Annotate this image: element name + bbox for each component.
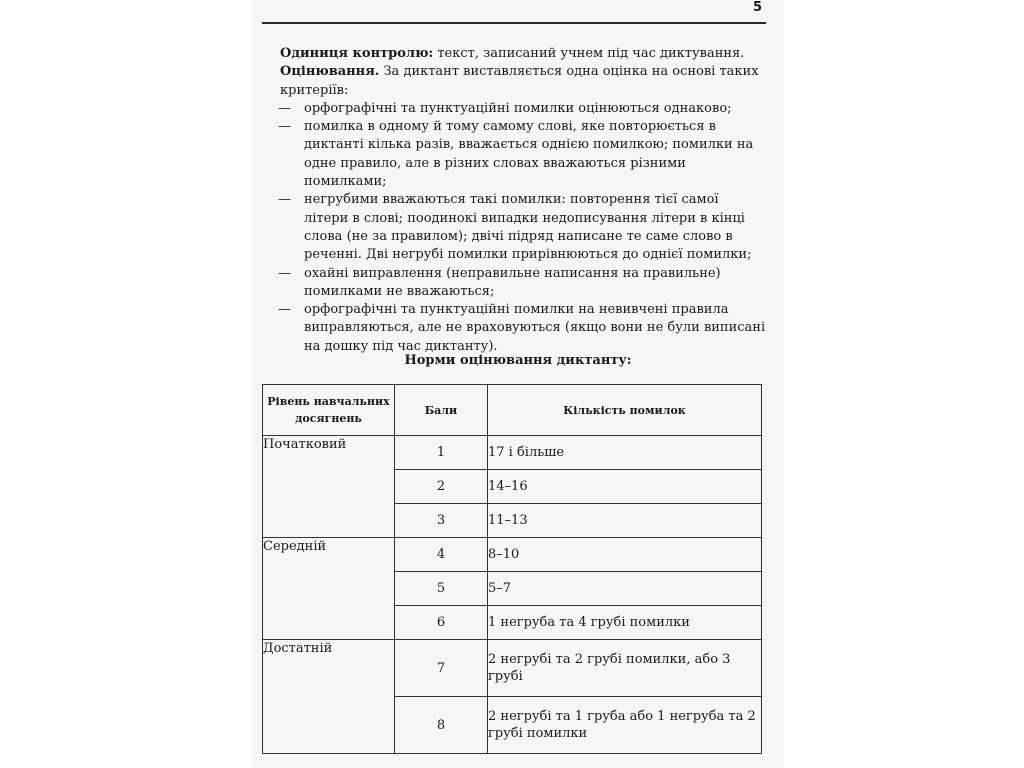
list-item	[280, 118, 766, 191]
score-cell: 3	[395, 504, 488, 538]
criterion-text: орфографічні та пунктуаційні помилки оцінюються однаково;	[304, 100, 732, 116]
errors-cell: 11–13	[488, 504, 762, 538]
dash-bullet: —	[278, 192, 291, 208]
score-cell: 8	[395, 697, 488, 754]
level-cell-middle: Середній	[263, 538, 395, 640]
header-errors: Кількість помилок	[488, 385, 762, 436]
page-number: 5	[752, 0, 762, 15]
list-item	[280, 301, 766, 356]
errors-cell: 2 негрубі та 1 груба або 1 негруба та 2 грубі помилки	[488, 697, 762, 754]
grading-text: За диктант виставляється одна оцінка на основі таких критеріїв:	[280, 64, 759, 98]
criterion-text: негрубими вважаються такі помилки: повторення тієї самої літери в слові; поодинокі випадки недописування літери в кінці слова (не за правилом); двічі підряд написане те саме слово в реченні. Дві негрубі помилки прирівнюються до однієї помилки;	[304, 192, 752, 263]
list-item	[280, 265, 766, 302]
score-cell: 4	[395, 538, 488, 572]
dash-bullet: —	[278, 119, 291, 135]
grading-label: Оцінювання.	[280, 64, 380, 80]
errors-cell: 2 негрубі та 2 грубі помилки, або 3 грубі	[488, 640, 762, 697]
score-cell: 6	[395, 606, 488, 640]
criterion-text: орфографічні та пунктуаційні помилки на невивчені правила виправляються, але не враховуються (якщо вони не були виписані на дошку під час диктанту).	[304, 302, 766, 354]
criterion-text: охайні виправлення (неправильне написання на правильне) помилками не вважаються;	[304, 265, 721, 299]
table-header-row	[263, 385, 762, 436]
errors-cell: 17 і більше	[488, 436, 762, 470]
header-level: Рівень навчальних досягнень	[263, 385, 395, 436]
grading-norms-table	[262, 384, 762, 754]
dash-bullet: —	[278, 265, 291, 281]
control-unit-paragraph	[280, 45, 766, 63]
table-row	[263, 640, 762, 697]
dash-bullet: —	[278, 100, 291, 116]
errors-cell: 1 негруба та 4 грубі помилки	[488, 606, 762, 640]
header-rule	[262, 22, 766, 24]
score-cell: 5	[395, 572, 488, 606]
table-title: Норми оцінювання диктанту:	[404, 353, 632, 368]
criteria-list	[280, 100, 766, 356]
dash-bullet: —	[278, 302, 291, 318]
errors-cell: 8–10	[488, 538, 762, 572]
criterion-text: помилка в одному й тому самому слові, яке повторюється в диктанті кілька разів, вважається однією помилкою; помилки на одне правило, але в різних словах вважаються різними помилками;	[304, 119, 754, 190]
grading-paragraph	[280, 63, 766, 100]
list-item	[280, 191, 766, 264]
level-cell-sufficient: Достатній	[263, 640, 395, 754]
score-cell: 2	[395, 470, 488, 504]
list-item	[280, 100, 766, 118]
level-cell-initial: Початковий	[263, 436, 395, 538]
table-row	[263, 436, 762, 470]
control-unit-label: Одиниця контролю:	[280, 46, 434, 61]
header-score: Бали	[395, 385, 488, 436]
table-row	[263, 538, 762, 572]
document-page	[252, 0, 784, 768]
control-unit-text: текст, записаний учнем під час диктування.	[433, 46, 745, 61]
errors-cell: 14–16	[488, 470, 762, 504]
errors-cell: 5–7	[488, 572, 762, 606]
score-cell: 7	[395, 640, 488, 697]
body-text	[280, 45, 766, 356]
score-cell: 1	[395, 436, 488, 470]
